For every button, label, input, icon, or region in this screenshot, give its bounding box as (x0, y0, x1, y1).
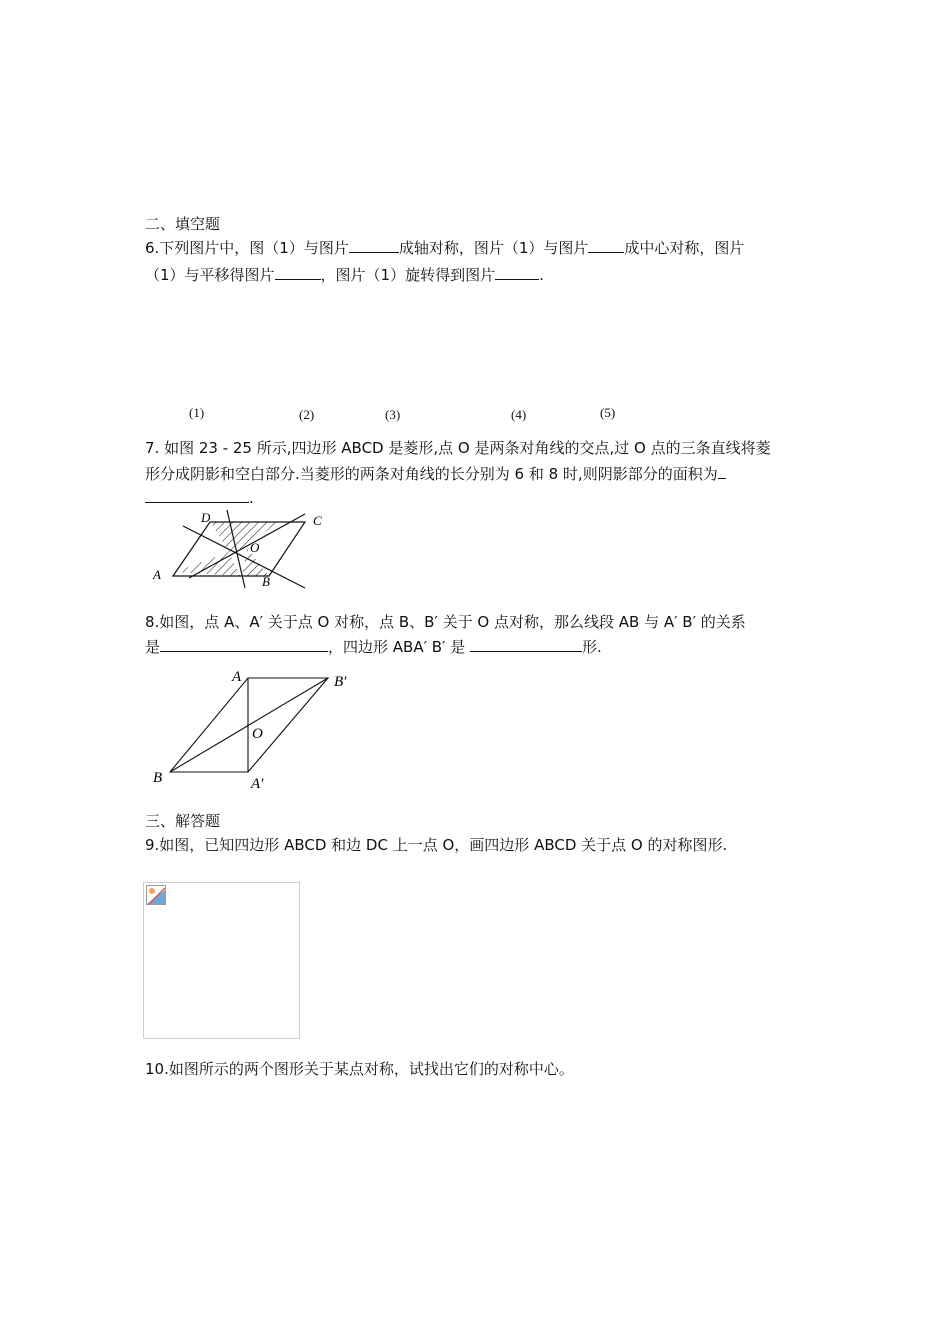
q6-text-2c: . (539, 266, 544, 284)
q6-figure-label-4: (4) (511, 407, 527, 422)
q8-blank-1[interactable] (160, 637, 328, 652)
q7-point-O: O (250, 540, 260, 555)
q6-blank-4[interactable] (495, 265, 539, 280)
q6-text-2a: （1）与平移得图片 (145, 266, 275, 284)
q8-point-B: B (153, 770, 163, 786)
question-7-line-2 (145, 464, 726, 484)
q6-figure-label-3: (3) (385, 407, 401, 422)
q8-blank-2[interactable] (470, 637, 582, 652)
q6-text-1b: 成轴对称，图片（1）与图片 (398, 239, 589, 257)
q7-text-3: . (249, 489, 254, 507)
question-9-text: 9.如图，已知四边形 ABCD 和边 DC 上一点 O，画四边形 ABCD 关于点 O 的对称图形. (145, 836, 728, 854)
q8-point-O: O (252, 726, 263, 742)
question-6-line-1 (145, 238, 744, 258)
question-8-line-2 (145, 637, 602, 657)
q6-blank-1[interactable] (349, 238, 399, 253)
q6-text-2b: ，图片（1）旋转得到图片 (320, 266, 496, 284)
q8-text-2c: 形. (582, 638, 602, 656)
q7-point-A: A (153, 567, 161, 582)
q7-blank[interactable] (145, 488, 249, 503)
q6-figure-label-5: (5) (600, 405, 616, 420)
q8-parallelogram-figure (148, 664, 358, 794)
q7-rhombus-figure (145, 508, 345, 590)
q6-figure-label-2: (2) (299, 407, 315, 422)
q7-point-B: B (262, 574, 270, 589)
q8-text-2a: 是 (145, 638, 161, 656)
q8-point-B-prime: B′ (334, 674, 347, 690)
q8-text-2b: ，四边形 ABA′ B′ 是 (328, 638, 466, 656)
q6-text-1a: 6.下列图片中，图（1）与图片 (145, 239, 349, 257)
q8-point-A-prime: A′ (251, 776, 264, 792)
q8-point-A: A (232, 669, 242, 685)
section-heading-fill-in: 二、填空题 (145, 215, 221, 233)
q6-figure-label-1: (1) (189, 405, 205, 420)
question-10-text: 10.如图所示的两个图形关于某点对称，试找出它们的对称中心。 (145, 1060, 574, 1078)
broken-image-icon (146, 885, 166, 905)
question-7-line-3 (145, 488, 254, 508)
q6-text-1c: 成中心对称，图片 (624, 239, 745, 257)
q7-point-C: C (313, 513, 322, 528)
q9-figure-placeholder (143, 882, 300, 1039)
q7-blank-start (718, 464, 726, 479)
question-8-line-1: 8.如图，点 A、A′ 关于点 O 对称，点 B、B′ 关于 O 点对称，那么线段 AB 与 A′ B′ 的关系 (145, 613, 746, 631)
q6-blank-2[interactable] (588, 238, 624, 253)
q6-blank-3[interactable] (275, 265, 321, 280)
q7-point-D: D (201, 510, 211, 525)
q7-text-2: 形分成阴影和空白部分.当菱形的两条对角线的长分别为 6 和 8 时,则阴影部分的面积为 (145, 465, 718, 483)
question-7-line-1: 7. 如图 23 - 25 所示,四边形 ABCD 是菱形,点 O 是两条对角线的交点,过 O 点的三条直线将菱 (145, 439, 771, 457)
section-heading-answer: 三、解答题 (145, 812, 221, 830)
question-6-line-2 (145, 265, 544, 285)
q8-segment-BB-prime (170, 678, 328, 772)
